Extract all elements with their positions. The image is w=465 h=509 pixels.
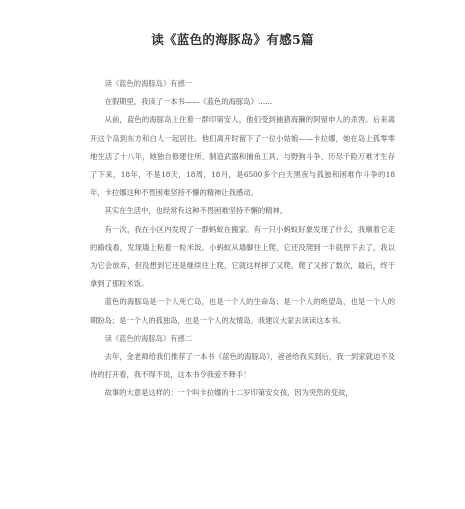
paragraph: 蓝色的海豚岛是一个人死亡岛，也是一个人的生命岛；是一个人的绝望岛，也是一个人的期盼岛；是一个人的孤独岛，也是一个人的友情岛。我建议大家去读读这本书。 bbox=[90, 297, 395, 325]
paragraph: 在假期里，我读了一本书——《蓝色的海豚岛》…… bbox=[104, 97, 273, 107]
document-body bbox=[90, 75, 395, 403]
paragraph: 其实在生活中，也经常有这种不畏困难坚持不懈的精神。 bbox=[104, 206, 288, 216]
paragraph: 有一次，我在小区内发现了一群蚂蚁在搬家。有一只小蚂蚁好象发现了什么，我顺着它走的路线看，发现墙上粘着一粒米饭。小蚂蚁从墙脚往上爬，它还没爬到一半就摔下去了，我以为它会放弃，但没想到它还是继续往上爬，它就这样摔了又爬，爬了又摔了数次，最后，终于拿到了那粒米饭。 bbox=[90, 224, 395, 289]
document-title: 读《蓝色的海豚岛》有感5篇 bbox=[151, 32, 314, 47]
section-heading: 读《蓝色的海豚岛》有感二 bbox=[104, 333, 193, 343]
paragraph: 从前，蓝色的海豚岛上住着一群印第安人，他们受到捕猎海獭的阿留申人的杀害。后来离开这个岛到东方和白人一起居住。他们离开时留下了一位小姑娘——卡拉娜，她在岛上孤零零地生活了十八年，她独自修建住所、制造武器和捕鱼工具、与野狗斗争、历尽千险万难才生存了下来，18年，不是18天，18周，18月，是6500多个白天黑夜与孤独和困难作斗争的18年，卡拉娜这种不畏困难坚持不懈的精神让我感动。 bbox=[90, 115, 395, 198]
paragraph: 去年，金老师给我们推荐了一本书《蓝色的海豚岛》，爸爸给我买到后，我一到家就迫不及待的打开看，我不得不说，这本书令我爱不释手！ bbox=[90, 352, 395, 380]
paragraph: 故事的大意是这样的：一个叫卡拉娜的十二岁印第安女孩，因为突然的变故， bbox=[104, 388, 353, 398]
section-heading: 读《蓝色的海豚岛》有感一 bbox=[104, 79, 193, 88]
